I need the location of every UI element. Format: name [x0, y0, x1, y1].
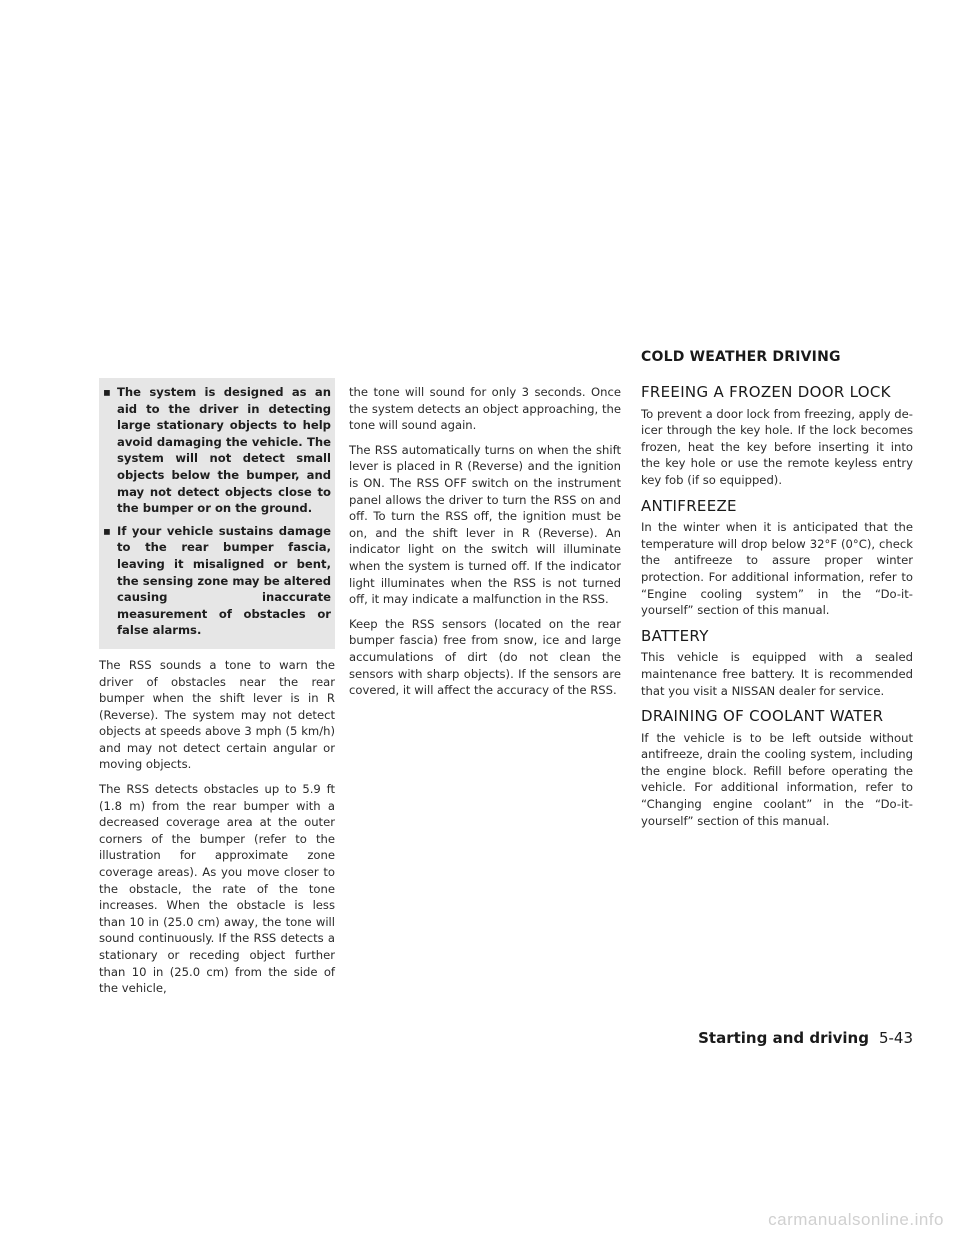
subsection-door-lock: [641, 384, 913, 489]
subsection-title: DRAINING OF COOLANT WATER: [641, 707, 884, 726]
body-paragraph: The RSS sounds a tone to warn the driver of obstacles near the rear bumper when the shift lever is in R (Reverse). The system may not detect objects at speeds above 3 mph (5 km/h) and may not detect certain angular or moving objects.: [99, 657, 335, 772]
subsection-coolant: [641, 708, 913, 829]
warning-box: [99, 378, 335, 649]
subsection-antifreeze: [641, 498, 913, 619]
bullet-icon: ▪: [103, 385, 111, 399]
page-footer: [698, 1029, 913, 1047]
body-paragraph: In the winter when it is anticipated that the temperature will drop below 32°F (0°C), check the antifreeze to assure proper winter protection. For additional information, refer to “Engine cooling system” in the “Do-it-yourself” section of this manual.: [641, 520, 913, 618]
column-middle: [349, 384, 621, 707]
subsection-title: BATTERY: [641, 626, 709, 645]
bullet-icon: ▪: [103, 523, 111, 538]
subsection-title: ANTIFREEZE: [641, 496, 737, 515]
body-paragraph: Keep the RSS sensors (located on the rear bumper fascia) free from snow, ice and large accumulations of dirt (do not clean the sensors with sharp objects). If the sensors are covered, it will affect the accuracy of the RSS.: [349, 616, 621, 698]
body-paragraph: The RSS automatically turns on when the shift lever is placed in R (Reverse) and the ignition is ON. The RSS OFF switch on the instrument panel allows the driver to turn the RSS on and off. To turn the RSS off, the ignition must be on, and the shift lever in R (Reverse). An indicator light on the switch will illuminate when the system is turned off. If the indicator light illuminates when the RSS is not turned off, it may indicate a malfunction in the RSS.: [349, 442, 621, 607]
section-heading: COLD WEATHER DRIVING: [641, 349, 841, 365]
page-number: 5-43: [878, 1029, 913, 1047]
subsection-title: FREEING A FROZEN DOOR LOCK: [641, 383, 891, 401]
body-paragraph: The RSS detects obstacles up to 5.9 ft (1.8 m) from the rear bumper with a decreased coverage area at the outer corners of the bumper (refer to the illustration for approximate zone coverage areas). As you move closer to the obstacle, the rate of the tone increases. When the obstacle is less than 10 in (25.0 cm) away, the tone will sound continuously. If the RSS detects a stationary or receding object further than 10 in (25.0 cm) from the side of the vehicle,: [99, 782, 335, 996]
watermark: carmanualsonline.info: [768, 1210, 944, 1229]
body-paragraph: If the vehicle is to be left outside without antifreeze, drain the cooling system, including the engine block. Refill before operating the vehicle. For additional information, refer to “Changing engine coolant” in the “Do-it-yourself” section of this manual.: [641, 730, 913, 828]
column-left: [99, 378, 335, 1005]
warning-item: ▪ If your vehicle sustains damage to the rear bumper fascia, leaving it misaligned or bent, the sensing zone may be altered causing inaccurate measurement of obstacles or false alarms.: [103, 523, 331, 638]
footer-section-name: Starting and driving: [698, 1029, 869, 1047]
subsection-battery: [641, 628, 913, 699]
body-paragraph: This vehicle is equipped with a sealed maintenance free battery. It is recommended that you visit a NISSAN dealer for service.: [641, 650, 913, 698]
warning-item: ▪ The system is designed as an aid to the driver in detecting large stationary objects to help avoid damaging the vehicle. The system will not detect small objects below the bumper, and may not detect objects close to the bumper or on the ground.: [103, 385, 331, 516]
body-paragraph: the tone will sound for only 3 seconds. Once the system detects an object approaching, the tone will sound again.: [349, 385, 621, 433]
column-right: [641, 384, 913, 838]
body-paragraph: To prevent a door lock from freezing, apply de-icer through the key hole. If the lock becomes frozen, heat the key before inserting it into the key hole or use the remote keyless entry key fob (if so equipped).: [641, 406, 913, 487]
